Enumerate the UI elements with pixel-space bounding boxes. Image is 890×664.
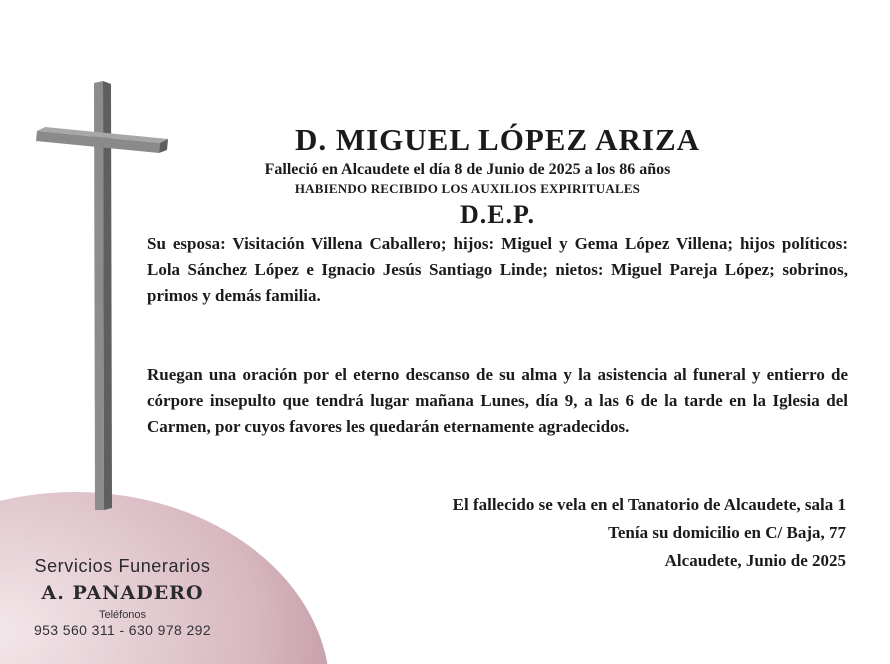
deceased-name: D. MIGUEL LÓPEZ ARIZA bbox=[294, 122, 701, 157]
funeral-home-name: A. PANADERO bbox=[41, 582, 204, 604]
place-and-date: Alcaudete, Junio de 2025 bbox=[664, 551, 846, 570]
phones-label: Teléfonos bbox=[98, 609, 147, 621]
funeral-home-disc bbox=[0, 492, 330, 664]
sacraments-line: HABIENDO RECIBIDO LOS AUXILIOS EXPIRITUALES bbox=[294, 181, 641, 196]
rip-heading: D.E.P. bbox=[459, 200, 536, 229]
phone-numbers: 953 560 311 - 630 978 292 bbox=[33, 622, 212, 638]
prayer-paragraph: Ruegan una oración por el eterno descanso de su alma y la asistencia al funeral y entierro de córpore insepulto que tendrá lugar mañana Lunes, día 9, a las 6 de la tarde en la Iglesia del Carmen, por cuyos favores les quedarán eternamente agradecidos. bbox=[147, 365, 848, 436]
home-address: Tenía su domicilio en C/ Baja, 77 bbox=[608, 523, 846, 542]
family-paragraph: Su esposa: Visitación Villena Caballero; hijos: Miguel y Gema López Villena; hijos políticos: Lola Sánchez López e Ignacio Jesús Santiago Linde; nietos: Miguel Pareja López; sobrinos, primos y demás familia. bbox=[147, 234, 848, 305]
funeral-services-label: Servicios Funerarios bbox=[34, 556, 211, 576]
death-info: Falleció en Alcaudete el día 8 de Junio de 2025 a los 86 años bbox=[264, 161, 671, 178]
vigil-location: El fallecido se vela en el Tanatorio de Alcaudete, sala 1 bbox=[452, 495, 846, 514]
